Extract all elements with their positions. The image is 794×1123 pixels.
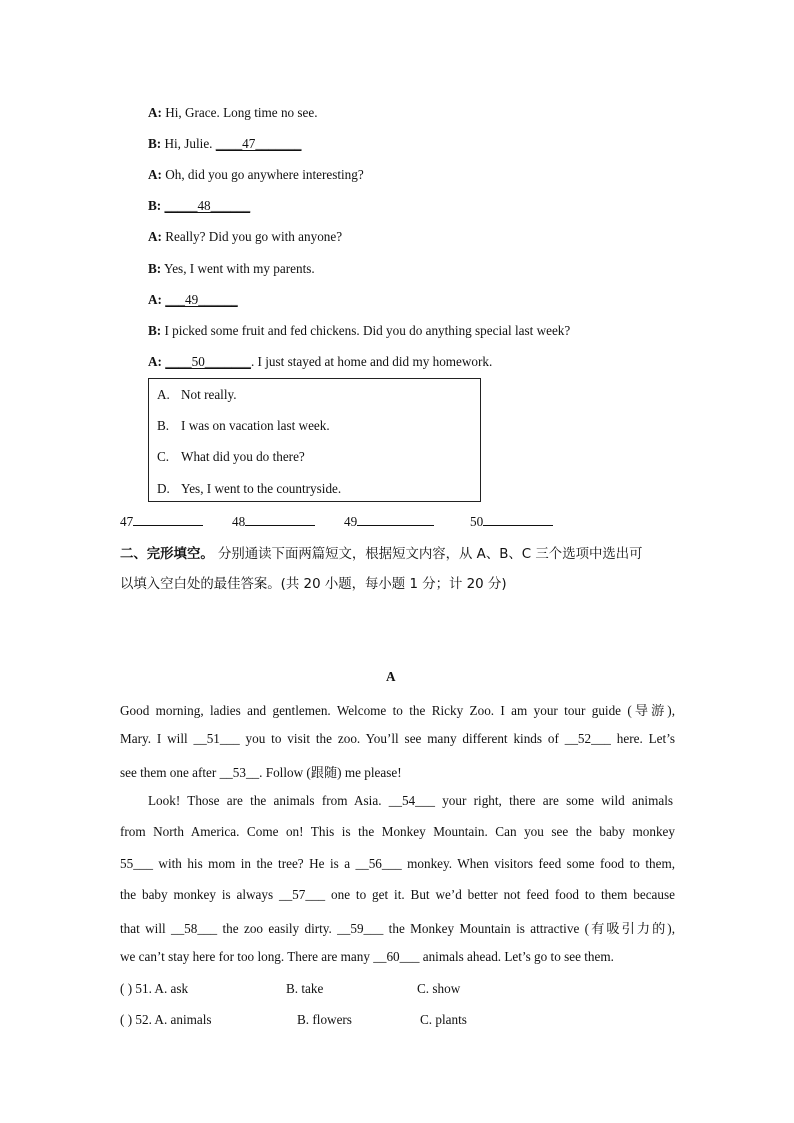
- option-text: Not really.: [181, 387, 237, 402]
- speaker: A:: [148, 105, 162, 120]
- section-heading: [120, 543, 643, 562]
- speaker: A:: [148, 229, 162, 244]
- question-number-a[interactable]: ( ) 51. A. ask: [120, 981, 189, 996]
- speaker: B:: [148, 198, 162, 213]
- dialogue-text: . I just stayed at home and did my homework.: [250, 354, 493, 369]
- option-letter: D.: [157, 481, 170, 496]
- passage-line-4: Look! Those are the animals from Asia. __54___ your right, there are some wild animals: [148, 793, 673, 808]
- passage-line-7: the baby monkey is always __57___ one to get it. But we’d better not feed food to them because: [120, 887, 675, 902]
- option-b[interactable]: B. flowers: [297, 1012, 352, 1027]
- blank-47[interactable]: ____47_______: [215, 136, 302, 151]
- dialogue-line-2: [148, 137, 302, 150]
- blank-48[interactable]: _____48______: [164, 198, 251, 213]
- answer-49[interactable]: [344, 514, 434, 530]
- option-c[interactable]: C. plants: [420, 1012, 467, 1027]
- passage-line-3: see them one after __53__. Follow (跟随) me please!: [120, 765, 402, 780]
- section-instructions-2: 以填入空白处的最佳答案。(共 20 小题，每小题 1 分；计 20 分): [120, 577, 507, 592]
- answer-50[interactable]: [470, 514, 553, 530]
- speaker: A:: [148, 292, 162, 307]
- dialogue-line-5: [148, 230, 342, 243]
- dialogue-line-1: [148, 106, 318, 119]
- option-a: [157, 387, 237, 403]
- dialogue-line-3: [148, 168, 364, 181]
- speaker: A:: [148, 354, 162, 369]
- passage-line-9: we can’t stay here for too long. There are many __60___ animals ahead. Let’s go to see them.: [120, 949, 614, 964]
- dialogue-text: I picked some fruit and fed chickens. Did you do anything special last week?: [164, 323, 571, 338]
- passage-title: A: [386, 669, 396, 684]
- speaker: B:: [148, 323, 162, 338]
- dialogue-line-9: [148, 355, 492, 368]
- passage-line-1: Good morning, ladies and gentlemen. Welcome to the Ricky Zoo. I am your tour guide (导游),: [120, 703, 675, 718]
- option-letter: A.: [157, 387, 170, 402]
- blank-49[interactable]: ___49______: [165, 292, 238, 307]
- section-label: 二、完形填空。: [120, 547, 214, 562]
- answer-number: 48: [232, 514, 246, 529]
- answer-number: 49: [344, 514, 358, 529]
- option-c[interactable]: C. show: [417, 981, 461, 996]
- option-text: Yes, I went to the countryside.: [181, 481, 342, 496]
- passage-line-5: from North America. Come on! This is the Monkey Mountain. Can you see the baby monkey: [120, 824, 675, 839]
- speaker: B:: [148, 261, 162, 276]
- question-51: [120, 981, 520, 997]
- dialogue-line-6: [148, 262, 315, 275]
- dialogue-text: Hi, Grace. Long time no see.: [165, 105, 318, 120]
- dialogue-text: Oh, did you go anywhere interesting?: [165, 167, 364, 182]
- dialogue-line-7: [148, 293, 238, 306]
- question-52: [120, 1012, 520, 1028]
- option-letter: C.: [157, 449, 170, 464]
- dialogue-text: Really? Did you go with anyone?: [165, 229, 343, 244]
- dialogue-text: Hi, Julie.: [164, 136, 216, 151]
- option-d: [157, 481, 341, 497]
- answer-48[interactable]: [232, 514, 315, 530]
- dialogue-line-4: [148, 199, 250, 212]
- question-number-a[interactable]: ( ) 52. A. animals: [120, 1012, 212, 1027]
- answer-number: 50: [470, 514, 484, 529]
- answer-47[interactable]: [120, 514, 203, 530]
- passage-line-8: that will __58___ the zoo easily dirty. __59___ the Monkey Mountain is attractive (有吸引力的),: [120, 921, 675, 936]
- option-text: What did you do there?: [181, 449, 305, 464]
- option-text: I was on vacation last week.: [181, 418, 330, 433]
- blank-50[interactable]: ____50_______: [165, 354, 251, 369]
- dialogue-text: Yes, I went with my parents.: [164, 261, 315, 276]
- option-b[interactable]: B. take: [286, 981, 324, 996]
- passage-line-6: 55___ with his mom in the tree? He is a __56___ monkey. When visitors feed some food to them,: [120, 856, 675, 871]
- option-letter: B.: [157, 418, 170, 433]
- dialogue-line-8: [148, 324, 570, 337]
- option-b: [157, 418, 330, 434]
- passage-line-2: Mary. I will __51___ you to visit the zoo. You’ll see many different kinds of __52___ here. Let’s: [120, 731, 675, 746]
- option-c: [157, 449, 305, 465]
- speaker: B:: [148, 136, 162, 151]
- speaker: A:: [148, 167, 162, 182]
- answer-number: 47: [120, 514, 134, 529]
- section-instructions-1: 分别通读下面两篇短文，根据短文内容，从 A、B、C 三个选项中选出可: [218, 547, 643, 562]
